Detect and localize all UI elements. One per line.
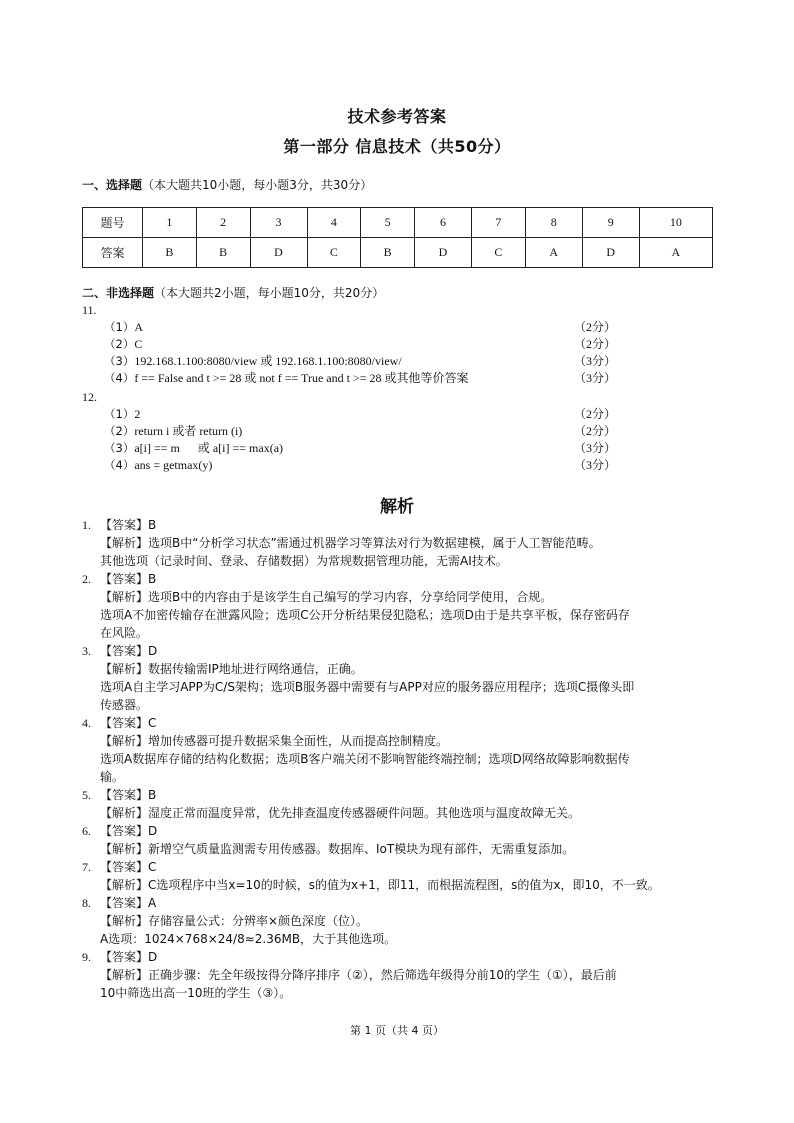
part-answer: C [134,337,143,351]
analysis-line: 其他选项（记录时间、登录、存储数据）为常规数据管理功能，无需AI技术。 [100,554,508,568]
part-score: （2分） [574,320,617,334]
part-answer: A [134,320,143,334]
analysis-line: 【解析】增加传感器可提升数据采集全面性，从而提高控制精度。 [100,734,449,748]
item-number: 4. [82,716,91,730]
page-number-footer: 第 1 页（共 4 页） [350,1024,444,1037]
part-answer: 2 [134,407,141,421]
item-number: 1. [82,518,91,532]
analysis-line: 【解析】存储容量公式：分辨率×颜色深度（位）。 [100,914,369,928]
row-label-answer: 答案 [83,238,143,268]
part-score: （2分） [574,407,617,421]
part-label: （3） [104,354,135,368]
part-score: （3分） [574,354,617,368]
section-2-title: 二、非选择题 [82,286,155,300]
table-cell-number: 7 [472,208,526,238]
part-label: （1） [104,320,135,334]
part-answer: ans = getmax(y) [134,458,213,472]
part-answer: f == False and t >= 28 或 not f == True and t >= 28 或其他等价答案 [134,371,469,385]
part-score: （3分） [574,458,617,472]
analysis-line: A选项：1024×768×24/8≈2.36MB，大于其他选项。 [100,932,397,946]
q11-part-1 [104,319,143,336]
answer-text: 【答案】D [100,644,158,658]
analysis-item-answer [82,858,722,876]
analysis-line: 【解析】新增空气质量监测需专用传感器。数据库、IoT模块为现有部件，无需重复添加。 [100,842,575,856]
part-label: （1） [104,407,135,421]
analysis-line: 【解析】数据传输需IP地址进行网络通信，正确。 [100,662,363,676]
table-cell-answer: D [250,238,307,268]
part-label: （4） [104,458,135,472]
document-subtitle: 第一部分 信息技术（共50分） [283,137,511,156]
q12-part-3 [104,440,283,457]
analysis-item-answer [82,822,722,840]
part-label: （2） [104,337,135,351]
table-cell-number: 8 [525,208,582,238]
table-cell-answer: B [361,238,415,268]
item-number: 2. [82,572,91,586]
table-cell-answer: B [196,238,250,268]
section-1-title: 一、选择题 [82,178,143,192]
analysis-title: 解析 [380,497,414,517]
q11-part-4 [104,370,468,387]
table-cell-answer: B [143,238,197,268]
table-cell-answer: D [582,238,639,268]
q11-part-3 [104,353,402,370]
analysis-item-answer [82,714,722,732]
part-label: （3） [104,441,135,455]
row-label-number: 题号 [83,208,143,238]
analysis-line: 选项A自主学习APP为C/S架构；选项B服务器中需要有与APP对应的服务器应用程序；选项C摄像头即 [100,680,635,694]
analysis-item-answer [82,516,722,534]
answer-text: 【答案】C [100,716,157,730]
analysis-item-answer [82,894,722,912]
part-score: （2分） [574,337,617,351]
table-cell-number: 4 [307,208,361,238]
analysis-item-answer [82,642,722,660]
analysis-item-answer [82,786,722,804]
answer-text: 【答案】A [100,896,157,910]
analysis-item-answer [82,570,722,588]
answer-text: 【答案】D [100,950,158,964]
item-number: 9. [82,950,91,964]
part-score: （3分） [574,371,617,385]
answer-text: 【答案】B [100,518,157,532]
section-2-note: （本大题共2小题，每小题10分，共20分） [154,286,385,300]
item-number: 5. [82,788,91,802]
multiple-choice-answer-table [82,207,713,268]
answer-text: 【答案】C [100,860,157,874]
question-12-number: 12. [82,390,97,404]
analysis-line: 【解析】选项B中的内容由于是该学生自己编写的学习内容，分享给同学使用，合规。 [100,590,553,604]
q12-part-1 [104,406,140,423]
analysis-line: 传感器。 [100,698,149,712]
item-number: 7. [82,860,91,874]
part-score: （3分） [574,441,617,455]
table-cell-number: 9 [582,208,639,238]
item-number: 8. [82,896,91,910]
table-cell-number: 6 [415,208,472,238]
item-number: 6. [82,824,91,838]
table-cell-number: 3 [250,208,307,238]
analysis-line: 在风险。 [100,626,149,640]
table-cell-number: 5 [361,208,415,238]
part-label: （2） [104,424,135,438]
table-cell-answer: C [472,238,526,268]
section-1-note: （本大题共10小题，每小题3分，共30分） [142,178,373,192]
section-2-heading [82,284,384,301]
part-answer: a[i] == m 或 a[i] == max(a) [134,441,284,455]
analysis-item-answer [82,948,722,966]
analysis-line: 【解析】选项B中“分析学习状态”需通过机器学习等算法对行为数据建模，属于人工智能范畴。 [100,536,601,550]
table-row-numbers [83,208,713,238]
document-title: 技术参考答案 [347,107,447,126]
part-score: （2分） [574,424,617,438]
table-cell-number: 10 [639,208,712,238]
q11-part-2 [104,336,142,353]
part-answer: 192.168.1.100:8080/view 或 192.168.1.100:8080/view/ [134,354,402,368]
analysis-list [82,516,722,1002]
analysis-line: 选项A不加密传输存在泄露风险；选项C公开分析结果侵犯隐私；选项D由于是共享平板，保存密码存 [100,608,630,622]
analysis-line: 选项A数据库存储的结构化数据；选项B客户端关闭不影响智能终端控制；选项D网络故障影响数据传 [100,752,630,766]
q12-part-2 [104,423,242,440]
section-1-heading [82,176,372,193]
table-row-answers [83,238,713,268]
analysis-line: 10中筛选出高一10班的学生（③）。 [100,986,292,1000]
table-cell-answer: D [415,238,472,268]
answer-text: 【答案】B [100,572,157,586]
part-label: （4） [104,371,135,385]
analysis-line: 输。 [100,770,125,784]
analysis-line: 【解析】湿度正常而温度异常，优先排查温度传感器硬件问题。其他选项与温度故障无关。 [100,806,581,820]
answer-text: 【答案】B [100,788,157,802]
analysis-line: 【解析】正确步骤：先全年级按得分降序排序（②），然后筛选年级得分前10的学生（①），最后前 [100,968,617,982]
table-cell-number: 1 [143,208,197,238]
q12-part-4 [104,457,212,474]
answer-text: 【答案】D [100,824,158,838]
analysis-line: 【解析】C选项程序中当x=10的时候，s的值为x+1，即11，而根据流程图，s的值为x，即10，不一致。 [100,878,660,892]
part-answer: return i 或者 return (i) [134,424,243,438]
table-cell-number: 2 [196,208,250,238]
item-number: 3. [82,644,91,658]
question-11-number: 11. [82,303,97,317]
table-cell-answer: C [307,238,361,268]
table-cell-answer: A [525,238,582,268]
table-cell-answer: A [639,238,712,268]
